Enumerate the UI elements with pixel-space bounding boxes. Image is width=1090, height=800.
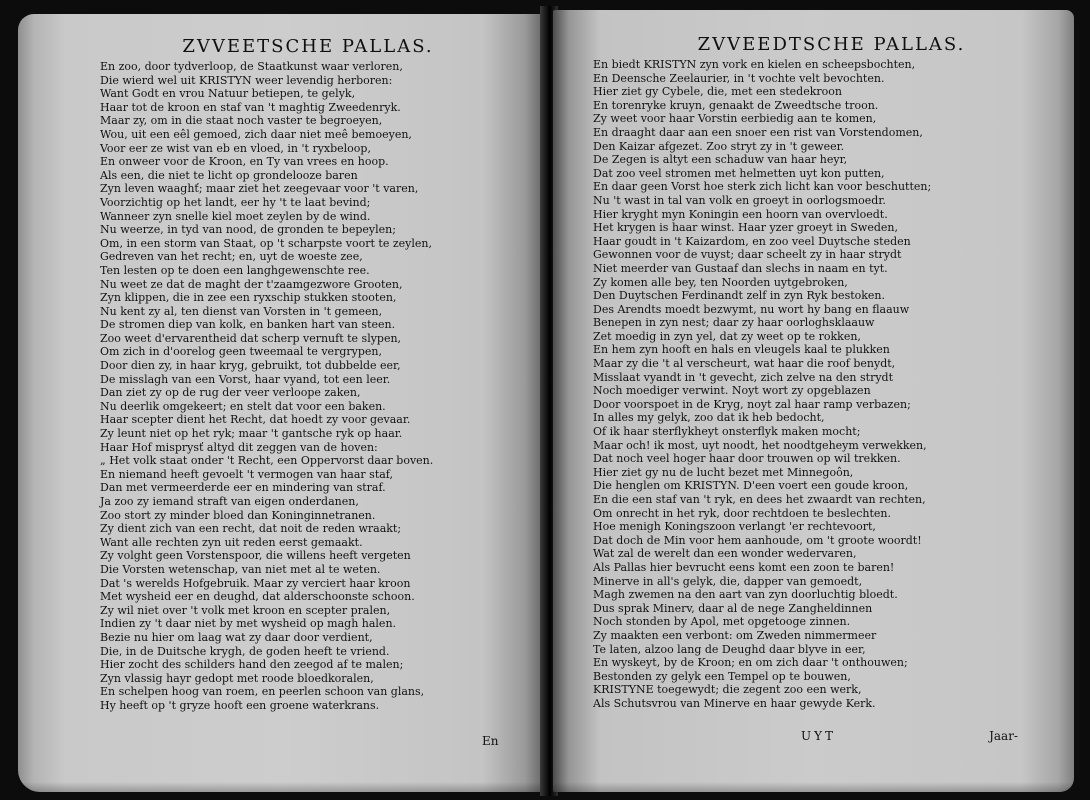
verse-line: En niemand heeft gevoelt 't vermogen van haar staf, — [100, 467, 393, 481]
verse-line: Noch stonden by Apol, met opgetooge zinnen. — [593, 615, 851, 629]
right-page-edge — [553, 782, 1074, 792]
verse-line: Wou, uit een eêl gemoed, zich daar niet meê bemoeyen, — [100, 127, 412, 141]
verse-line: Dat noch veel hoger haar door trouwen op wil trekken. — [593, 452, 901, 466]
verse-line: Voorzichtig op het landt, eer hy 't te laat bevind; — [100, 195, 371, 209]
right-catchword-center: UYT — [801, 729, 837, 743]
right-page — [553, 10, 1074, 792]
left-page-edge — [18, 782, 546, 792]
verse-line: Om zich in d'oorelog geen tweemaal te vergrypen, — [100, 345, 382, 359]
verse-line: Zet moedig in zyn yel, dat zy weet op te rokken, — [593, 329, 861, 343]
verse-line: Ja zoo zy iemand straft van eigen onderdanen, — [100, 495, 359, 508]
verse-line: Want alle rechten zyn uit reden eerst gemaakt. — [100, 535, 363, 549]
verse-line: Hier zocht des schilders hand den zeegod af te malen; — [100, 658, 404, 672]
verse-line: In alles my gelyk, zoo dat ik heb bedocht, — [593, 411, 825, 425]
verse-line: Zyn klippen, die in zee een ryxschip stukken stooten, — [100, 291, 397, 305]
verse-line: Maar och! ik most, uyt noodt, het noodtgeheym verwekken, — [593, 438, 927, 452]
verse-line: Dus sprak Minerv, daar al de nege Zangheldinnen — [593, 601, 873, 615]
verse-line: Maar zy die 't al verscheurt, wat haar die roof benydt, — [593, 357, 896, 371]
verse-line: Des Arendts moedt bezwymt, nu wort hy bang en flaauw — [593, 302, 910, 316]
verse-line: Die Vorsten wetenschap, van niet met al te weten. — [100, 562, 381, 576]
right-catchword-right: Jaar- — [989, 729, 1018, 743]
verse-line: Als Schutsvrou van Minerve en haar gewyde Kerk. — [593, 696, 876, 710]
verse-line: Zy volght geen Vorstenspoor, die willens heeft vergeten — [100, 549, 411, 563]
verse-line: Met wysheid eer en deughd, dat alderschoonste schoon. — [100, 590, 415, 604]
verse-line: En hem zyn hooft en hals en vleugels kaal te plukken — [593, 343, 890, 357]
verse-line: Voor eer ze wist van eb en vloed, in 't ryxbeloop, — [100, 141, 371, 155]
verse-line: Zyn leven waaghť; maar ziet het zeegevaar voor 't varen, — [100, 182, 419, 196]
verse-line: Dan met vermeerderde eer en mindering van straf. — [100, 481, 386, 495]
verse-line: Zoo weet d'ervarentheid dat scherp vernuft te slypen, — [100, 331, 402, 345]
verse-line: En daar geen Vorst hoe sterk zich licht kan voor beschutten; — [593, 180, 932, 194]
verse-line: De misslagh van een Vorst, haar vyand, tot een leer. — [100, 372, 391, 386]
verse-line: Om, in een storm van Staat, op 't scharpste voort te zeylen, — [100, 236, 432, 250]
verse-line: Dat 's werelds Hofgebruik. Maar zy verciert haar kroon — [100, 576, 411, 590]
verse-line: En die een staf van 't ryk, en dees het zwaardt van rechten, — [593, 493, 926, 506]
verse-line: „ Het volk staat onder 't Recht, een Oppervorst daar boven. — [100, 454, 434, 468]
verse-line: Want Godt en vrou Natuur betiepen, te gelyk, — [100, 87, 356, 101]
verse-line: Zyn vlassig hayr gedopt met roode bloedkoralen, — [100, 671, 374, 685]
verse-line: Haar Hof misprysť altyd dit zeggen van de hoven: — [100, 440, 378, 454]
verse-line: Die wierd wel uit KRISTYN weer levendig herboren: — [100, 73, 393, 87]
left-catchword: En — [482, 734, 499, 748]
verse-line: Te laten, alzoo lang de Deughd daar blyve in eer, — [593, 642, 866, 656]
verse-line: En torenryke kruyn, genaakt de Zweedtsche troon. — [593, 98, 879, 112]
verse-line: Als een, die niet te licht op grondelooze baren — [100, 168, 358, 182]
verse-line: Haar goudt in 't Kaizardom, en zoo veel Duytsche steden — [593, 234, 911, 248]
verse-line: Dat doch de Min voor hem aanhoude, om 't groote woordt! — [593, 533, 922, 547]
verse-line: Hier ziet gy Cybele, die, met een stedekroon — [593, 85, 842, 99]
verse-line: Nu weet ze dat de maght der t'zaamgezwore Grooten, — [100, 277, 403, 291]
verse-line: En schelpen hoog van roem, en peerlen schoon van glans, — [100, 685, 425, 699]
verse-line: Zy weet voor haar Vorstin eerbiedig aan te komen, — [593, 112, 877, 126]
verse-line: Haar tot de kroon en staf van 't maghtig Zweedenryk. — [100, 100, 401, 114]
verse-line: Minerve in all's gelyk, die, dapper van gemoedt, — [593, 574, 863, 588]
verse-line: En wyskeyt, by de Kroon; en om zich daar 't onthouwen; — [593, 656, 908, 670]
verse-line: Hy heeft op 't gryze hooft een groene waterkrans. — [100, 698, 380, 712]
verse-line: Haar scepter dient het Recht, dat hoedt zy voor gevaar. — [100, 413, 411, 427]
verse-line: Hier ziet gy nu de lucht bezet met Minnegoôn, — [593, 465, 854, 479]
verse-line: Niet meerder van Gustaaf dan slechs in naam en tyt. — [593, 261, 888, 275]
verse-line: Zy leunt niet op het ryk; maar 't gantsche ryk op haar. — [100, 427, 403, 441]
verse-line: Den Kaizar afgezet. Zoo stryt zy in 't geweer. — [593, 139, 845, 153]
verse-line: Het krygen is haar winst. Haar yzer groeyt in Sweden, — [593, 221, 898, 235]
verse-line: Magh zwemen na den aart van zyn doorluchtig bloedt. — [593, 588, 898, 602]
verse-line: Benepen in zyn nest; daar zy haar oorloghsklaauw — [593, 316, 875, 330]
verse-line: Ten lesten op te doen een langhgewenschte ree. — [100, 263, 370, 277]
verse-line: KRISTYNE toegewydt; die zegent zoo een werk, — [593, 683, 862, 697]
verse-line: Zoo stort zy minder bloed dan Koninginnetranen. — [100, 508, 376, 522]
right-running-head: ZVVEEDTSCHE PALLAS. — [697, 34, 966, 55]
right-verse-block — [593, 58, 1060, 711]
verse-line: Misslaat vyandt in 't gevecht, zich zelve na den strydt — [593, 370, 893, 384]
verse-line: Die, in de Duitsche krygh, de goden heeft te vriend. — [100, 644, 390, 658]
verse-line: Gedreven van het recht; en, uyt de woeste zee, — [100, 250, 363, 264]
verse-line: Zy dient zich van een recht, dat noit de reden wraakt; — [100, 522, 402, 536]
verse-line: Maar zy, om in die staat noch vaster te begroeyen, — [100, 114, 383, 128]
verse-line: Den Duytschen Ferdinandt zelf in zyn Ryk bestoken. — [593, 289, 886, 303]
verse-line: Zy komen alle bey, ten Noorden uytgebroken, — [593, 275, 848, 289]
verse-line: Gewonnen voor de vuyst; daar scheelt zy in haar strydt — [593, 248, 902, 262]
verse-line: Die henglen om KRISTYN. D'een voert een goude kroon, — [593, 479, 909, 493]
verse-line: En onweer voor de Kroon, en Ty van vrees en hoop. — [100, 155, 389, 169]
verse-line: Dan ziet zy op de rug der veer verloope zaken, — [100, 386, 361, 400]
verse-line: En biedt KRISTYN zyn vork en kielen en scheepsbochten, — [593, 58, 916, 71]
verse-line: Nu kent zy al, ten dienst van Vorsten in 't gemeen, — [100, 304, 383, 318]
left-verse-block — [100, 60, 526, 713]
verse-line: Indien zy 't daar niet by met wysheid op magh halen. — [100, 617, 397, 631]
verse-line: Wat zal de werelt dan een wonder wedervaren, — [593, 547, 857, 561]
verse-line: En Deensche Zeelaurier, in 't vochte velt bevochten. — [593, 71, 885, 85]
verse-line: Bezie nu hier om laag wat zy daar door verdient, — [100, 630, 373, 644]
verse-line: En draaght daar aan een snoer een rist van Vorstendomen, — [593, 125, 923, 139]
verse-line: Zy wil niet over 't volk met kroon en scepter pralen, — [100, 603, 391, 617]
verse-line: Door dien zy, in haar kryg, gebruikt, tot dubbelde eer, — [100, 359, 401, 373]
verse-line: Dat zoo veel stromen met helmetten uyt kon putten, — [593, 166, 885, 180]
verse-line: De Zegen is altyt een schaduw van haar heyr, — [593, 153, 848, 167]
verse-line: Noch moediger verwint. Noyt wort zy opgeblazen — [593, 384, 871, 398]
verse-line: Bestonden zy gelyk een Tempel op te bouwen, — [593, 669, 851, 683]
left-running-head: ZVVEETSCHE PALLAS. — [182, 36, 434, 57]
verse-line: Als Pallas hier bevrucht eens komt een zoon te baren! — [593, 560, 895, 574]
left-page — [18, 14, 546, 792]
verse-line: Zy maakten een verbont: om Zweden nimmermeer — [593, 628, 877, 642]
verse-line: Nu 't wast in tal van volk en groeyt in oorlogsmoedr. — [593, 193, 886, 207]
verse-line: De stromen diep van kolk, en banken hart van steen. — [100, 318, 396, 332]
verse-line: Hoe menigh Koningszoon verlangt 'er rechtevoort, — [593, 520, 876, 534]
verse-line: Nu deerlik omgekeert; en stelt dat voor een baken. — [100, 399, 386, 413]
verse-line: Wanneer zyn snelle kiel moet zeylen by de wind. — [100, 209, 371, 223]
verse-line: En zoo, door tydverloop, de Staatkunst waar verloren, — [100, 60, 403, 73]
verse-line: Of ik haar sterflykheyt onsterflyk maken mocht; — [593, 425, 861, 439]
verse-line: Hier kryght myn Koningin een hoorn van overvloedt. — [593, 207, 888, 221]
verse-line: Om onrecht in het ryk, door rechtdoen te beslechten. — [593, 506, 891, 520]
verse-line: Door voorspoet in de Kryg, noyt zal haar ramp verbazen; — [593, 397, 911, 411]
verse-line: Nu weerze, in tyd van nood, de gronden te bepeylen; — [100, 223, 396, 237]
